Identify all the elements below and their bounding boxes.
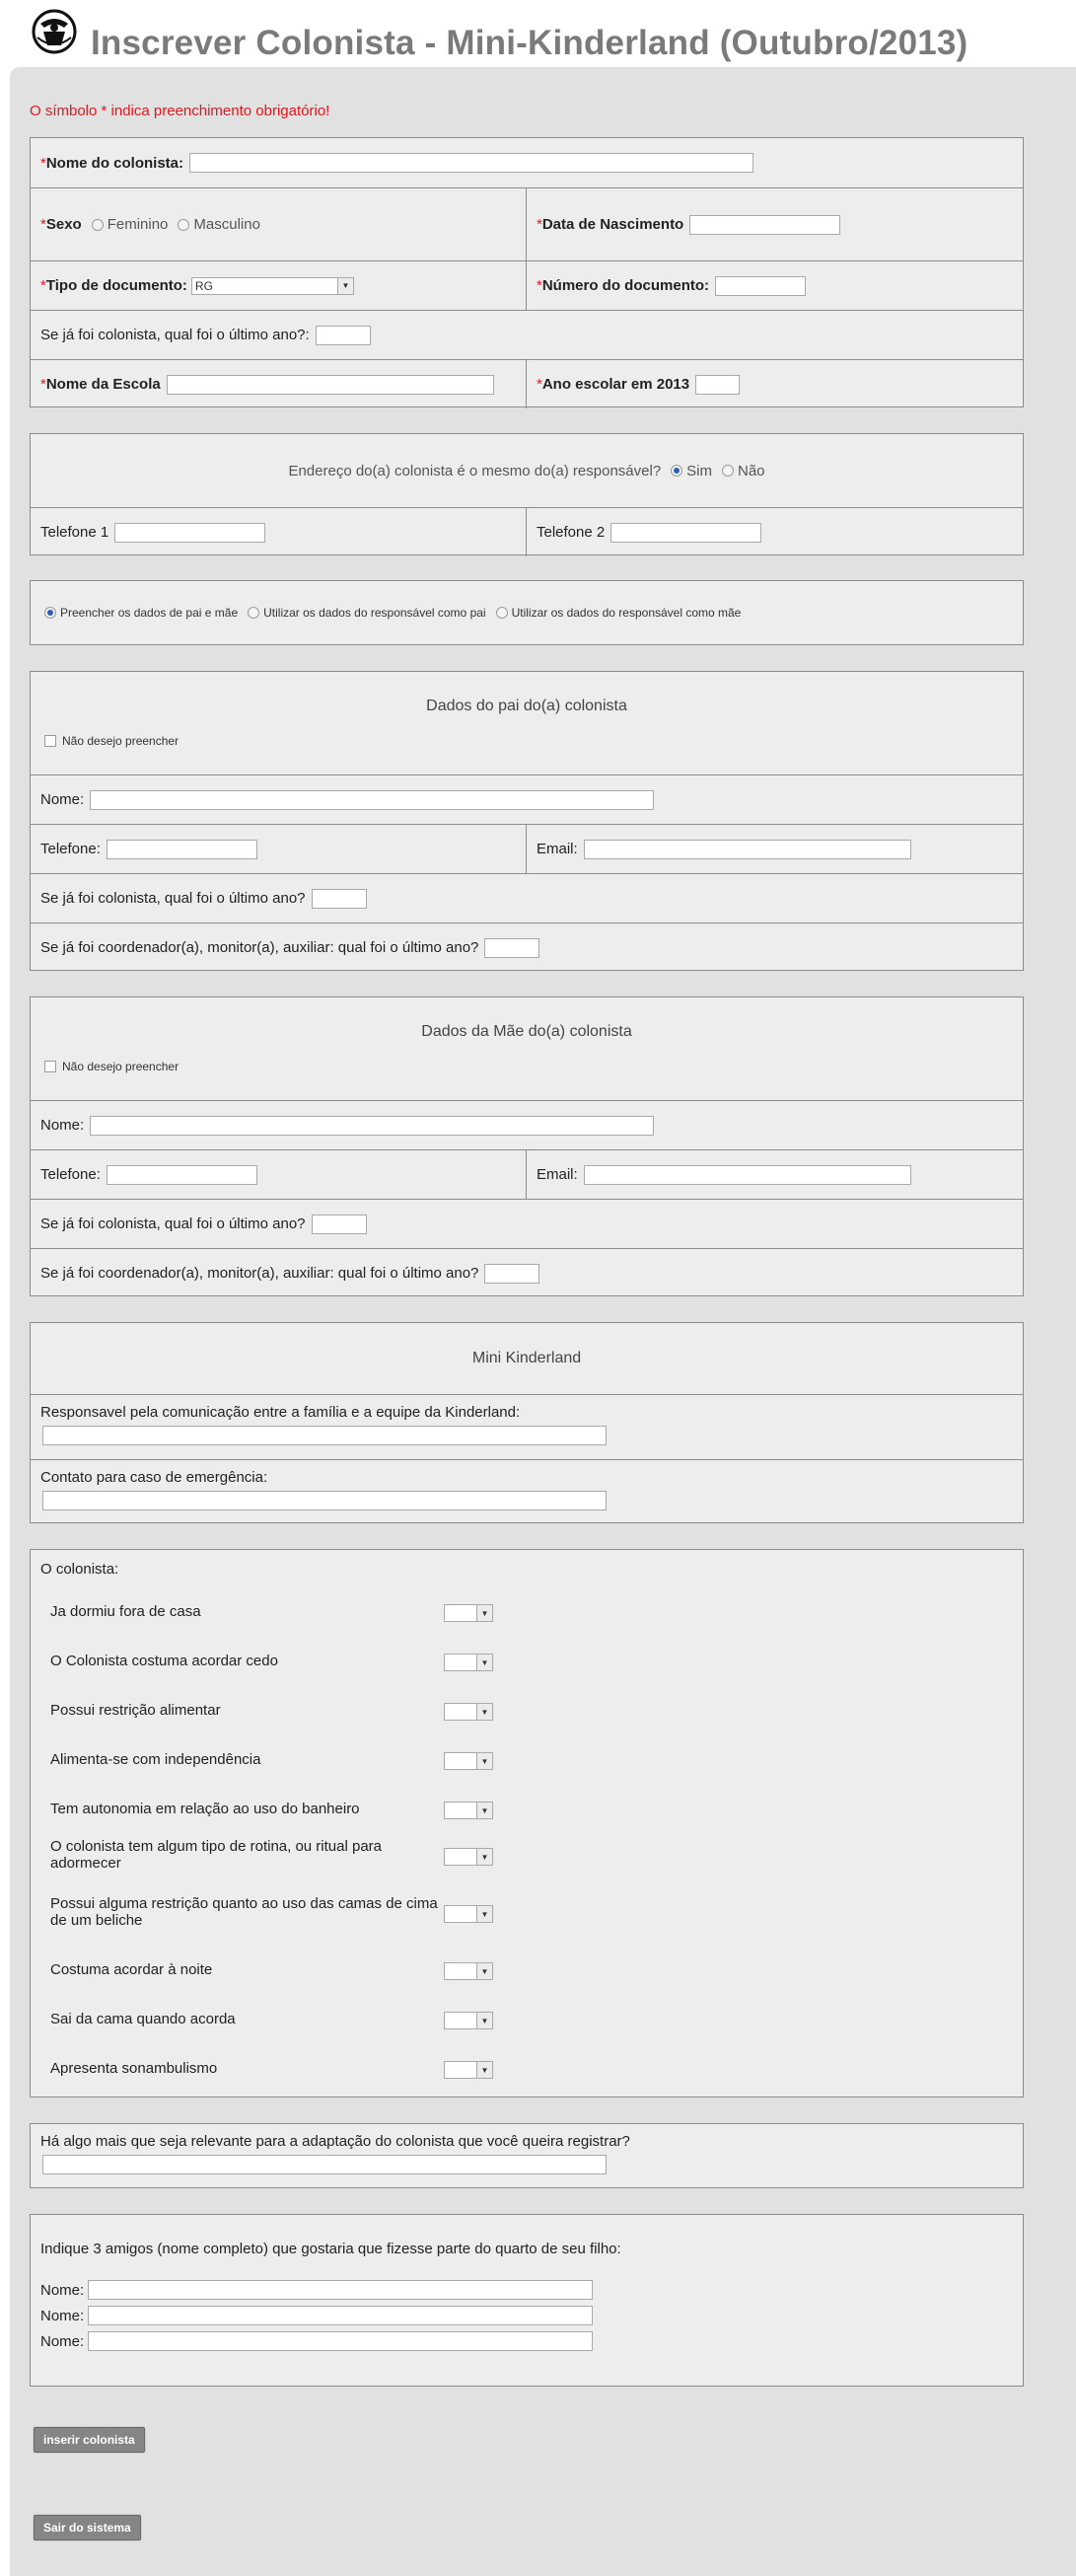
question-row	[31, 1838, 1023, 1877]
birth-date-input[interactable]	[689, 215, 840, 235]
friend-name-input-1[interactable]	[88, 2280, 593, 2300]
chevron-down-icon: ▼	[476, 1803, 492, 1818]
school-name-label: Nome da Escola	[45, 376, 161, 393]
chevron-down-icon: ▼	[476, 1849, 492, 1865]
fill-both-parents-label: Preencher os dados de pai e mãe	[60, 606, 239, 620]
friend-row	[40, 2306, 593, 2325]
question-row	[31, 1693, 1023, 1732]
colonist-last-year-input[interactable]	[316, 326, 371, 345]
father-skip-label: Não desejo preencher	[62, 734, 179, 748]
doc-number-label: Número do documento:	[541, 277, 710, 294]
chevron-down-icon: ▼	[476, 1906, 492, 1922]
question-label: Apresenta sonambulismo	[50, 2060, 218, 2077]
mother-staff-label: Se já foi coordenador(a), monitor(a), auxiliar: qual foi o último ano?	[40, 1265, 479, 1282]
phone1-label: Telefone 1	[40, 524, 109, 541]
responsible-as-father-radio[interactable]	[248, 607, 259, 619]
parents-option-box	[30, 580, 1024, 645]
emergency-contact-label: Contato para caso de emergência:	[40, 1469, 268, 1486]
father-section-title: Dados do pai do(a) colonista	[426, 698, 627, 714]
communication-label: Responsavel pela comunicação entre a família e a equipe da Kinderland:	[40, 1404, 521, 1421]
friend-name-input-3[interactable]	[88, 2331, 593, 2351]
question-label: Costuma acordar à noite	[50, 1961, 213, 1978]
chevron-down-icon: ▼	[476, 1963, 492, 1979]
question-label: Possui restrição alimentar	[50, 1702, 221, 1719]
insert-colonist-button[interactable]: inserir colonista	[34, 2427, 145, 2453]
question-select[interactable]	[444, 1962, 493, 1980]
question-select[interactable]	[444, 1905, 493, 1923]
question-select[interactable]	[444, 1654, 493, 1671]
responsible-as-father-label: Utilizar os dados do responsável como pai	[263, 606, 486, 620]
required-mark: *	[40, 154, 46, 172]
question-row	[31, 1594, 1023, 1634]
same-address-yes-radio[interactable]	[671, 465, 682, 477]
question-row	[31, 1952, 1023, 1992]
question-label: Alimenta-se com independência	[50, 1751, 261, 1768]
mother-box	[30, 996, 1024, 1296]
doc-type-select[interactable]	[191, 277, 354, 295]
father-phone-label: Telefone:	[40, 841, 101, 857]
friends-box	[30, 2214, 1024, 2387]
question-label: Sai da cama quando acorda	[50, 2011, 236, 2027]
same-address-no-radio[interactable]	[722, 465, 734, 477]
mother-skip-checkbox[interactable]	[44, 1061, 56, 1072]
phone2-label: Telefone 2	[537, 524, 606, 541]
sex-label: Sexo	[45, 216, 82, 233]
friends-label: Indique 3 amigos (nome completo) que gostaria que fizesse parte do quarto de seu filho:	[40, 2241, 621, 2257]
father-email-input[interactable]	[584, 840, 911, 859]
required-mark: *	[537, 376, 542, 393]
required-mark: *	[40, 376, 46, 393]
mother-name-label: Nome:	[40, 1117, 85, 1134]
friend-name-label: Nome:	[40, 2307, 85, 2324]
school-year-input[interactable]	[695, 375, 740, 395]
mini-kinderland-box	[30, 1322, 1024, 1523]
friend-row	[40, 2331, 593, 2351]
question-select[interactable]	[444, 1752, 493, 1770]
question-select[interactable]	[444, 1802, 493, 1819]
page-title: Inscrever Colonista - Mini-Kinderland (Outubro/2013)	[91, 24, 968, 62]
chevron-down-icon: ▼	[476, 1753, 492, 1769]
friend-name-label: Nome:	[40, 2281, 85, 2299]
colonist-questions-box	[30, 1549, 1024, 2098]
responsible-as-mother-label: Utilizar os dados do responsável como mãe	[511, 606, 742, 620]
required-mark: *	[40, 277, 46, 294]
sex-female-label: Feminino	[107, 216, 169, 233]
question-label: O Colonista costuma acordar cedo	[50, 1653, 278, 1669]
sex-female-radio[interactable]	[92, 219, 104, 231]
required-mark: *	[537, 216, 542, 233]
question-select[interactable]	[444, 1848, 493, 1866]
father-phone-input[interactable]	[107, 840, 257, 859]
chevron-down-icon: ▼	[476, 1704, 492, 1720]
chevron-down-icon: ▼	[476, 2013, 492, 2028]
question-row	[31, 1644, 1023, 1683]
question-row	[31, 1895, 1023, 1935]
father-last-year-input[interactable]	[312, 889, 367, 909]
required-note: O símbolo * indica preenchimento obrigatório!	[30, 103, 330, 119]
friend-name-label: Nome:	[40, 2332, 85, 2350]
father-name-label: Nome:	[40, 791, 85, 808]
mother-staff-input[interactable]	[484, 1264, 539, 1284]
mother-last-year-label: Se já foi colonista, qual foi o último ano?	[40, 1215, 306, 1232]
father-box	[30, 671, 1024, 971]
kinderland-logo-icon	[32, 8, 77, 55]
extra-info-box	[30, 2123, 1024, 2188]
questions-header: O colonista:	[40, 1561, 119, 1578]
question-label: Ja dormiu fora de casa	[50, 1603, 201, 1620]
fill-both-parents-radio[interactable]	[44, 607, 56, 619]
friend-row	[40, 2280, 593, 2300]
same-address-no-label: Não	[738, 462, 765, 479]
mini-section-title: Mini Kinderland	[471, 1350, 582, 1366]
sex-male-label: Masculino	[193, 216, 260, 233]
school-year-label: Ano escolar em 2013	[541, 376, 690, 393]
doc-type-value: RG	[194, 278, 213, 293]
same-address-question: Endereço do(a) colonista é o mesmo do(a) responsável?	[288, 462, 662, 479]
doc-number-input[interactable]	[715, 276, 806, 296]
question-select[interactable]	[444, 2012, 493, 2029]
chevron-down-icon: ▼	[337, 278, 353, 294]
friend-name-input-2[interactable]	[88, 2306, 593, 2325]
question-label: Possui alguma restrição quanto ao uso das camas de cima de um beliche	[50, 1895, 438, 1929]
father-name-input[interactable]	[90, 790, 654, 810]
mother-phone-input[interactable]	[107, 1165, 257, 1185]
extra-info-label: Há algo mais que seja relevante para a adaptação do colonista que você queira registrar?	[40, 2133, 630, 2150]
question-label: Tem autonomia em relação ao uso do banheiro	[50, 1801, 360, 1817]
question-select[interactable]	[444, 2061, 493, 2079]
chevron-down-icon: ▼	[476, 1655, 492, 1670]
phone2-input[interactable]	[610, 523, 761, 543]
question-select[interactable]	[444, 1604, 493, 1622]
birth-date-label: Data de Nascimento	[541, 216, 684, 233]
question-row	[31, 2051, 1023, 2091]
required-mark: *	[40, 216, 46, 233]
mother-section-title: Dados da Mãe do(a) colonista	[421, 1023, 632, 1040]
colonist-name-label: Nome do colonista:	[45, 154, 184, 172]
father-last-year-label: Se já foi colonista, qual foi o último ano?	[40, 890, 306, 907]
mother-phone-label: Telefone:	[40, 1166, 101, 1183]
chevron-down-icon: ▼	[476, 2062, 492, 2078]
mother-skip-label: Não desejo preencher	[62, 1060, 179, 1073]
mother-last-year-input[interactable]	[312, 1214, 367, 1234]
question-row	[31, 1792, 1023, 1831]
question-row	[31, 2002, 1023, 2041]
extra-info-input[interactable]	[42, 2155, 607, 2174]
logout-button[interactable]: Sair do sistema	[34, 2515, 141, 2540]
required-mark: *	[537, 277, 542, 294]
emergency-contact-input[interactable]	[42, 1491, 607, 1510]
mother-email-input[interactable]	[584, 1165, 911, 1185]
doc-type-label: Tipo de documento:	[45, 277, 187, 294]
mother-email-label: Email:	[537, 1166, 578, 1183]
question-label: O colonista tem algum tipo de rotina, ou ritual para adormecer	[50, 1838, 383, 1872]
colonist-name-input[interactable]	[189, 153, 753, 173]
phone1-input[interactable]	[114, 523, 265, 543]
question-select[interactable]	[444, 1703, 493, 1721]
question-row	[31, 1742, 1023, 1782]
responsible-as-mother-radio[interactable]	[496, 607, 508, 619]
same-address-yes-label: Sim	[686, 462, 712, 479]
sex-male-radio[interactable]	[178, 219, 189, 231]
chevron-down-icon: ▼	[476, 1605, 492, 1621]
colonist-last-year-label: Se já foi colonista, qual foi o último ano?:	[40, 327, 310, 343]
communication-input[interactable]	[42, 1426, 607, 1445]
mother-name-input[interactable]	[90, 1116, 654, 1136]
header	[0, 0, 1076, 69]
father-skip-checkbox[interactable]	[44, 735, 56, 747]
father-email-label: Email:	[537, 841, 578, 857]
address-box	[30, 433, 1024, 555]
father-staff-label: Se já foi coordenador(a), monitor(a), auxiliar: qual foi o último ano?	[40, 939, 479, 956]
school-name-input[interactable]	[167, 375, 494, 395]
father-staff-input[interactable]	[484, 938, 539, 958]
colonist-info-box	[30, 137, 1024, 407]
